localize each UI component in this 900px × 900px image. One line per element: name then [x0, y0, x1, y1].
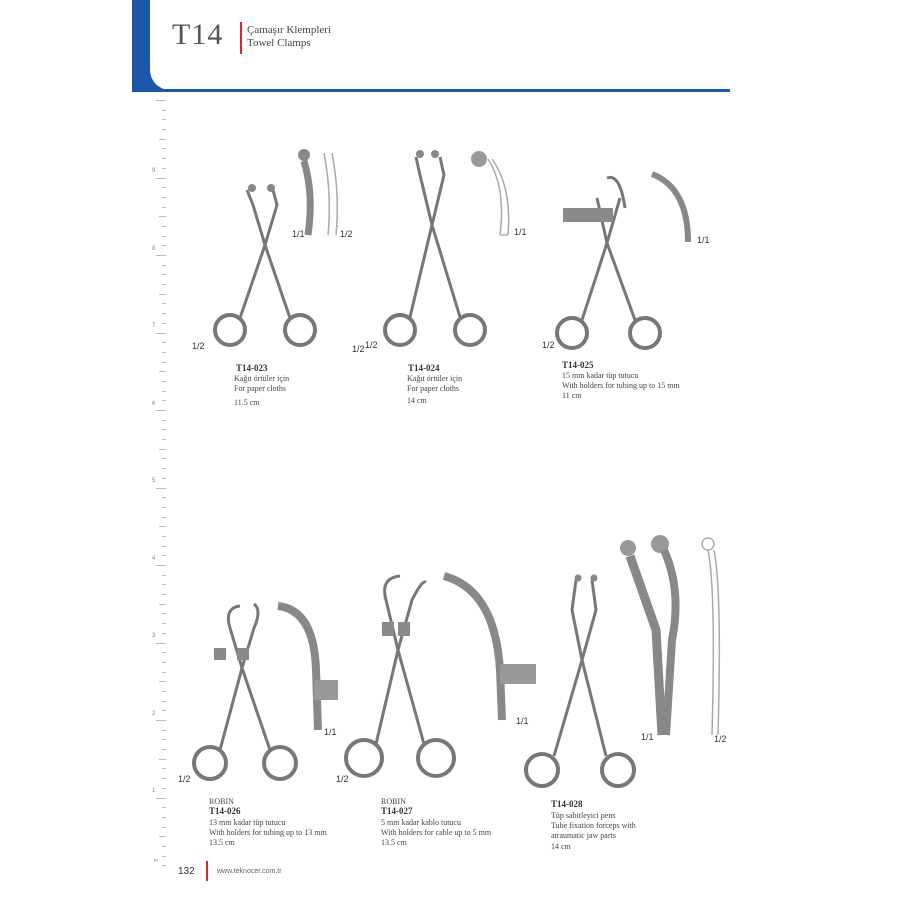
- ruler-tick: [162, 245, 166, 246]
- ruler-tick: [162, 342, 166, 343]
- ruler-tick: [162, 381, 166, 382]
- footer-red-separator: [206, 861, 208, 881]
- ruler-number: 3: [152, 633, 156, 639]
- ruler-tick: [162, 827, 166, 828]
- product-code: T14-023: [236, 363, 268, 373]
- ruler-tick: [162, 420, 166, 421]
- scale-label: 1/2: [365, 340, 378, 350]
- ruler-tick: [159, 526, 166, 527]
- ruler-tick: [162, 187, 166, 188]
- ruler-number: 2: [152, 710, 156, 717]
- ruler-tick: [162, 701, 166, 702]
- scale-label: 1/1: [292, 229, 305, 239]
- product-desc-tr: Tüp sabitleyici pens: [551, 811, 616, 820]
- ruler-tick: [159, 604, 166, 605]
- ruler-tick: [162, 429, 166, 430]
- ruler-tick: [159, 759, 166, 760]
- ruler-tick: [162, 788, 166, 789]
- ruler-tick: [162, 110, 166, 111]
- ruler-tick: [162, 507, 166, 508]
- scale-label: 1/1: [697, 235, 710, 245]
- ruler-number: 6: [152, 400, 156, 407]
- scale-label: 1/1: [514, 227, 527, 237]
- scale-label: 1/2: [352, 344, 365, 354]
- ruler-tick: [162, 575, 166, 576]
- ruler-number: 5: [152, 478, 156, 484]
- page-number: 132: [178, 866, 195, 877]
- jaw-detail-t14-028: [612, 530, 737, 745]
- ruler-tick: [162, 584, 166, 585]
- ruler-tick: [162, 555, 166, 556]
- product-size: 14 cm: [551, 842, 571, 851]
- ruler-tick: [162, 749, 166, 750]
- product-desc-en: With holders for cable up to 5 mm: [381, 828, 492, 837]
- website-link[interactable]: www.teknocer.com.tr: [217, 868, 282, 875]
- scale-label: 1/2: [542, 340, 555, 350]
- ruler-tick: [162, 807, 166, 808]
- ruler-tick: [162, 323, 166, 324]
- product-desc-en: With holders for tubing up to 15 mm: [562, 381, 680, 390]
- jaw-detail-t14-024: [466, 147, 516, 242]
- ruler-tick: [162, 846, 166, 847]
- ruler-tick: [162, 739, 166, 740]
- scale-label: 1/2: [714, 734, 727, 744]
- scale-label: 1/2: [178, 774, 191, 784]
- header-rule: [150, 89, 730, 92]
- ruler-tick: [162, 710, 166, 711]
- ruler-tick: [162, 362, 166, 363]
- product-size: 13.5 cm: [381, 838, 407, 847]
- ruler-tick: [159, 216, 166, 217]
- ruler-tick: [162, 817, 166, 818]
- ruler-number: 1: [152, 788, 156, 794]
- ruler-tick: [162, 391, 166, 392]
- product-code: T14-028: [551, 799, 583, 809]
- product-code: T14-026: [209, 806, 241, 816]
- ruler-tick: [162, 313, 166, 314]
- product-desc-en: With holders for tubing up to 13 mm: [209, 828, 327, 837]
- ruler-tick: [162, 236, 166, 237]
- ruler-tick: [162, 265, 166, 266]
- ruler-tick: [162, 478, 166, 479]
- scale-label: 1/1: [324, 727, 337, 737]
- ruler-tick: [162, 119, 166, 120]
- scale-label: 1/2: [340, 229, 353, 239]
- ruler-tick: [162, 652, 166, 653]
- ruler-tick: [162, 517, 166, 518]
- ruler-tick: [162, 284, 166, 285]
- ruler-tick: [162, 672, 166, 673]
- ruler-tick: [162, 303, 166, 304]
- ruler-tick: [162, 633, 166, 634]
- product-code: T14-024: [408, 363, 440, 373]
- ruler-tick: [162, 148, 166, 149]
- ruler-tick: [162, 768, 166, 769]
- product-size: 13.5 cm: [209, 838, 235, 847]
- ruler-tick: [162, 352, 166, 353]
- ruler-tick: [162, 865, 166, 866]
- header-red-separator: [240, 22, 242, 54]
- ruler-tick: [159, 681, 166, 682]
- ruler-tick: [162, 691, 166, 692]
- ruler-tick: [162, 129, 166, 130]
- brand-label: ROBIN: [209, 797, 234, 806]
- scale-label: 1/1: [641, 732, 654, 742]
- ruler-tick: [162, 458, 166, 459]
- product-desc-en-2: atraumatic jaw parts: [551, 831, 616, 840]
- brand-label: ROBIN: [381, 797, 406, 806]
- scale-label: 1/2: [336, 774, 349, 784]
- ruler-tick: [159, 371, 166, 372]
- ruler-tick: [156, 565, 166, 566]
- scale-label: 1/2: [192, 341, 205, 351]
- ruler-tick: [162, 662, 166, 663]
- ruler-tick: [156, 333, 166, 334]
- product-desc-tr: Kağıt örtüler için: [234, 374, 290, 383]
- ruler-tick: [162, 778, 166, 779]
- ruler-tick: [156, 255, 166, 256]
- product-desc-en: For paper cloths: [234, 384, 286, 393]
- jaw-detail-t14-026: [274, 600, 344, 740]
- product-desc-tr: Kağıt örtüler için: [407, 374, 463, 383]
- ruler-number: 8: [152, 245, 156, 252]
- scale-label: 1/1: [516, 716, 529, 726]
- ruler-tick: [162, 594, 166, 595]
- series-code: T14: [172, 18, 224, 51]
- ruler-number: 9: [152, 168, 156, 174]
- ruler-number: 7: [152, 323, 156, 329]
- product-code: T14-025: [562, 360, 594, 370]
- inch-ruler: [150, 100, 166, 870]
- ruler-tick: [162, 207, 166, 208]
- ruler-tick: [159, 836, 166, 837]
- ruler-unit: in: [154, 858, 158, 864]
- ruler-tick: [159, 139, 166, 140]
- ruler-tick: [159, 294, 166, 295]
- product-desc-tr: 5 mm kadar kablo tutucu: [381, 818, 461, 827]
- ruler-tick: [162, 158, 166, 159]
- ruler-tick: [162, 197, 166, 198]
- ruler-tick: [162, 536, 166, 537]
- section-title-tr: Çamaşır Klempleri: [247, 24, 332, 36]
- ruler-tick: [162, 168, 166, 169]
- ruler-tick: [156, 178, 166, 179]
- ruler-tick: [159, 449, 166, 450]
- product-desc-tr: 13 mm kadar tüp tutucu: [209, 818, 286, 827]
- ruler-tick: [162, 623, 166, 624]
- ruler-tick: [156, 798, 166, 799]
- product-size: 11 cm: [562, 391, 582, 400]
- ruler-number: 4: [152, 555, 156, 562]
- ruler-tick: [162, 613, 166, 614]
- ruler-tick: [156, 100, 166, 101]
- product-desc-en: For paper cloths: [407, 384, 459, 393]
- ruler-tick: [162, 730, 166, 731]
- ruler-tick: [162, 400, 166, 401]
- ruler-tick: [156, 410, 166, 411]
- ruler-tick: [156, 488, 166, 489]
- ruler-tick: [162, 226, 166, 227]
- ruler-tick: [156, 720, 166, 721]
- product-code: T14-027: [381, 806, 413, 816]
- ruler-tick: [162, 274, 166, 275]
- product-desc-tr: 15 mm kadar tüp tutucu: [562, 371, 639, 380]
- jaw-detail-t14-023: [292, 145, 352, 240]
- ruler-tick: [162, 856, 166, 857]
- ruler-tick: [162, 546, 166, 547]
- jaw-detail-t14-025: [648, 168, 703, 248]
- ruler-tick: [162, 439, 166, 440]
- product-size: 11.5 cm: [234, 398, 260, 407]
- product-desc-en: Tube fixation forceps with: [551, 821, 636, 830]
- ruler-tick: [162, 468, 166, 469]
- ruler-tick: [156, 643, 166, 644]
- ruler-tick: [162, 497, 166, 498]
- product-size: 14 cm: [407, 396, 427, 405]
- section-title-en: Towel Clamps: [247, 37, 311, 49]
